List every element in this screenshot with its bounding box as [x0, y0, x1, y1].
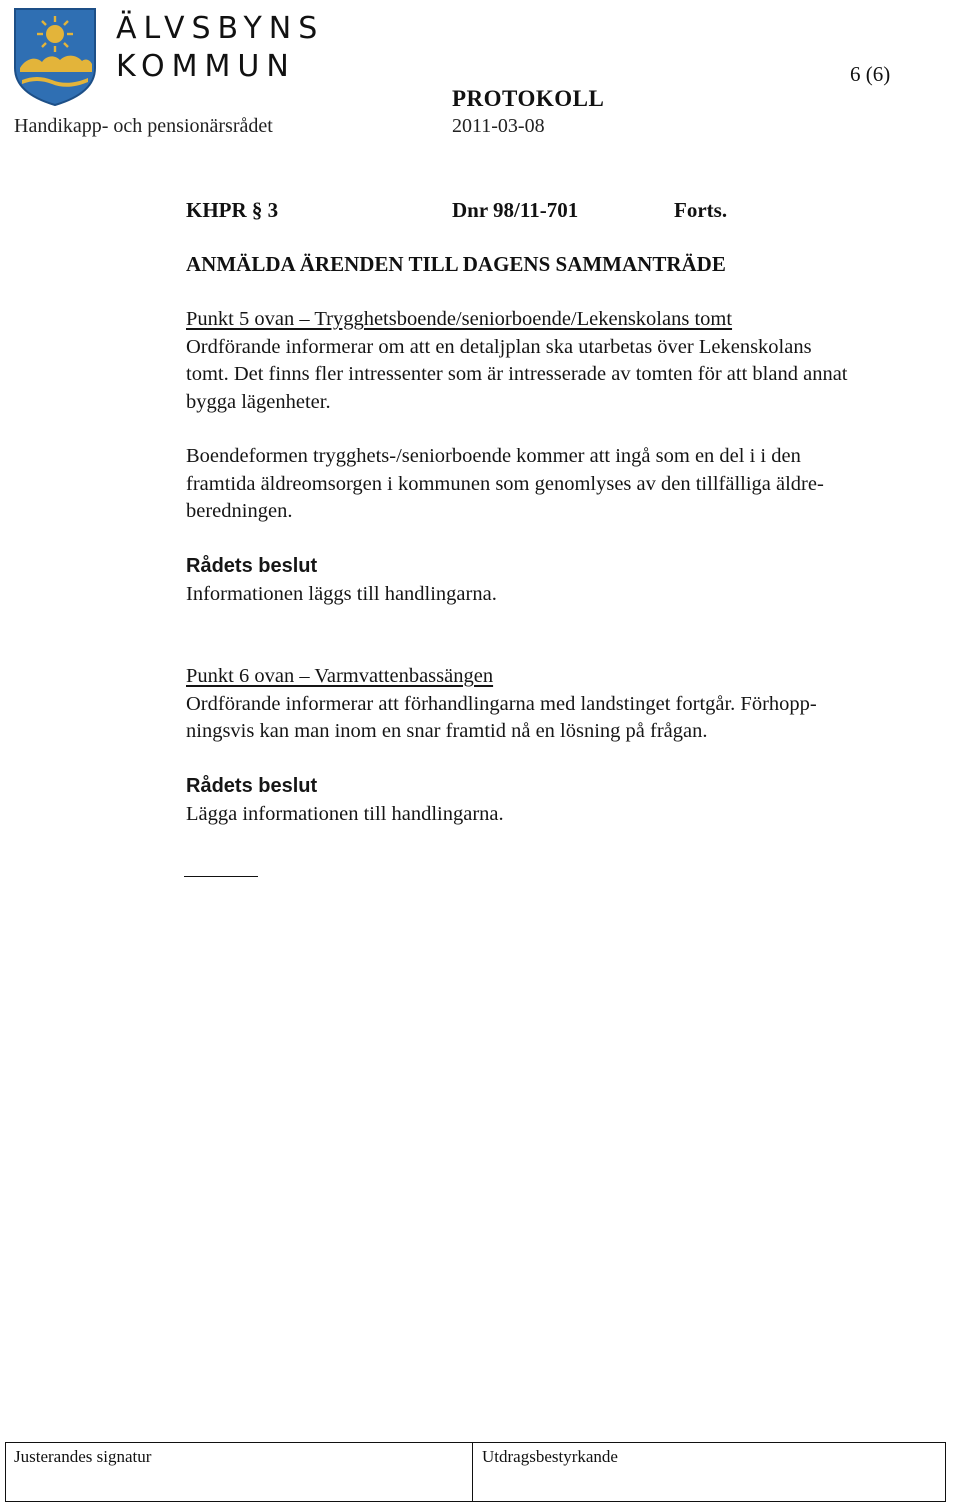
- extract-label: Utdragsbestyrkande: [482, 1447, 618, 1466]
- item5-p2-line1: Boendeformen trygghets-/seniorboende kommer att ingå som en del i i den: [186, 445, 801, 467]
- dnr-reference: Dnr 98/11-701: [452, 198, 579, 222]
- signature-label: Justerandes signatur: [14, 1447, 152, 1466]
- item6-decision-label: Rådets beslut: [186, 775, 318, 797]
- item5-decision-text: Informationen läggs till handlingarna.: [186, 582, 497, 605]
- signature-box: [5, 1442, 946, 1502]
- page-number: 6 (6): [850, 62, 891, 86]
- section-heading: ANMÄLDA ÄRENDEN TILL DAGENS SAMMANTRÄDE: [186, 252, 726, 276]
- item5-decision-label: Rådets beslut: [186, 555, 318, 577]
- item5-title: Punkt 5 ovan – Trygghetsboende/seniorboende/Lekenskolans tomt: [186, 308, 733, 330]
- item6-decision-text: Lägga informationen till handlingarna.: [186, 802, 504, 825]
- continued-label: Forts.: [674, 198, 728, 222]
- document-type: PROTOKOLL: [452, 86, 605, 111]
- meeting-date: 2011-03-08: [452, 115, 545, 137]
- item6-line2: ningsvis kan man inom en snar framtid nå en lösning på frågan.: [186, 720, 708, 742]
- end-divider: [184, 876, 258, 877]
- municipality-line2: KOMMUN: [116, 49, 296, 84]
- item5-p2-line2: framtida äldreomsorgen i kommunen som genomlyses av den tillfälliga äldre-: [186, 472, 824, 495]
- municipality-line1: ÄLVSBYNS: [116, 11, 325, 46]
- organization-name: Handikapp- och pensionärsrådet: [14, 115, 273, 137]
- item6-title: Punkt 6 ovan – Varmvattenbassängen: [186, 665, 494, 687]
- item5-line3: bygga lägenheter.: [186, 390, 331, 413]
- item5-line2: tomt. Det finns fler intressenter som är intresserade av tomten för att bland annat: [186, 363, 848, 385]
- item6-block: [186, 663, 960, 746]
- item5-paragraph2: [186, 443, 960, 526]
- item5-block: [186, 306, 960, 416]
- item6-line1: Ordförande informerar att förhandlingarna med landstinget fortgår. Förhopp-: [186, 692, 817, 715]
- section-reference: KHPR § 3: [186, 198, 279, 222]
- signature-cell: [6, 1443, 473, 1501]
- item6-decision: [186, 773, 960, 828]
- item5-decision: [186, 553, 960, 608]
- extract-cell: [474, 1443, 945, 1501]
- item5-p2-line3: beredningen.: [186, 500, 293, 522]
- item5-line1: Ordförande informerar om att en detaljplan ska utarbetas över Lekenskolans: [186, 335, 812, 358]
- coat-of-arms-logo: [12, 6, 98, 106]
- municipality-name: [116, 11, 325, 84]
